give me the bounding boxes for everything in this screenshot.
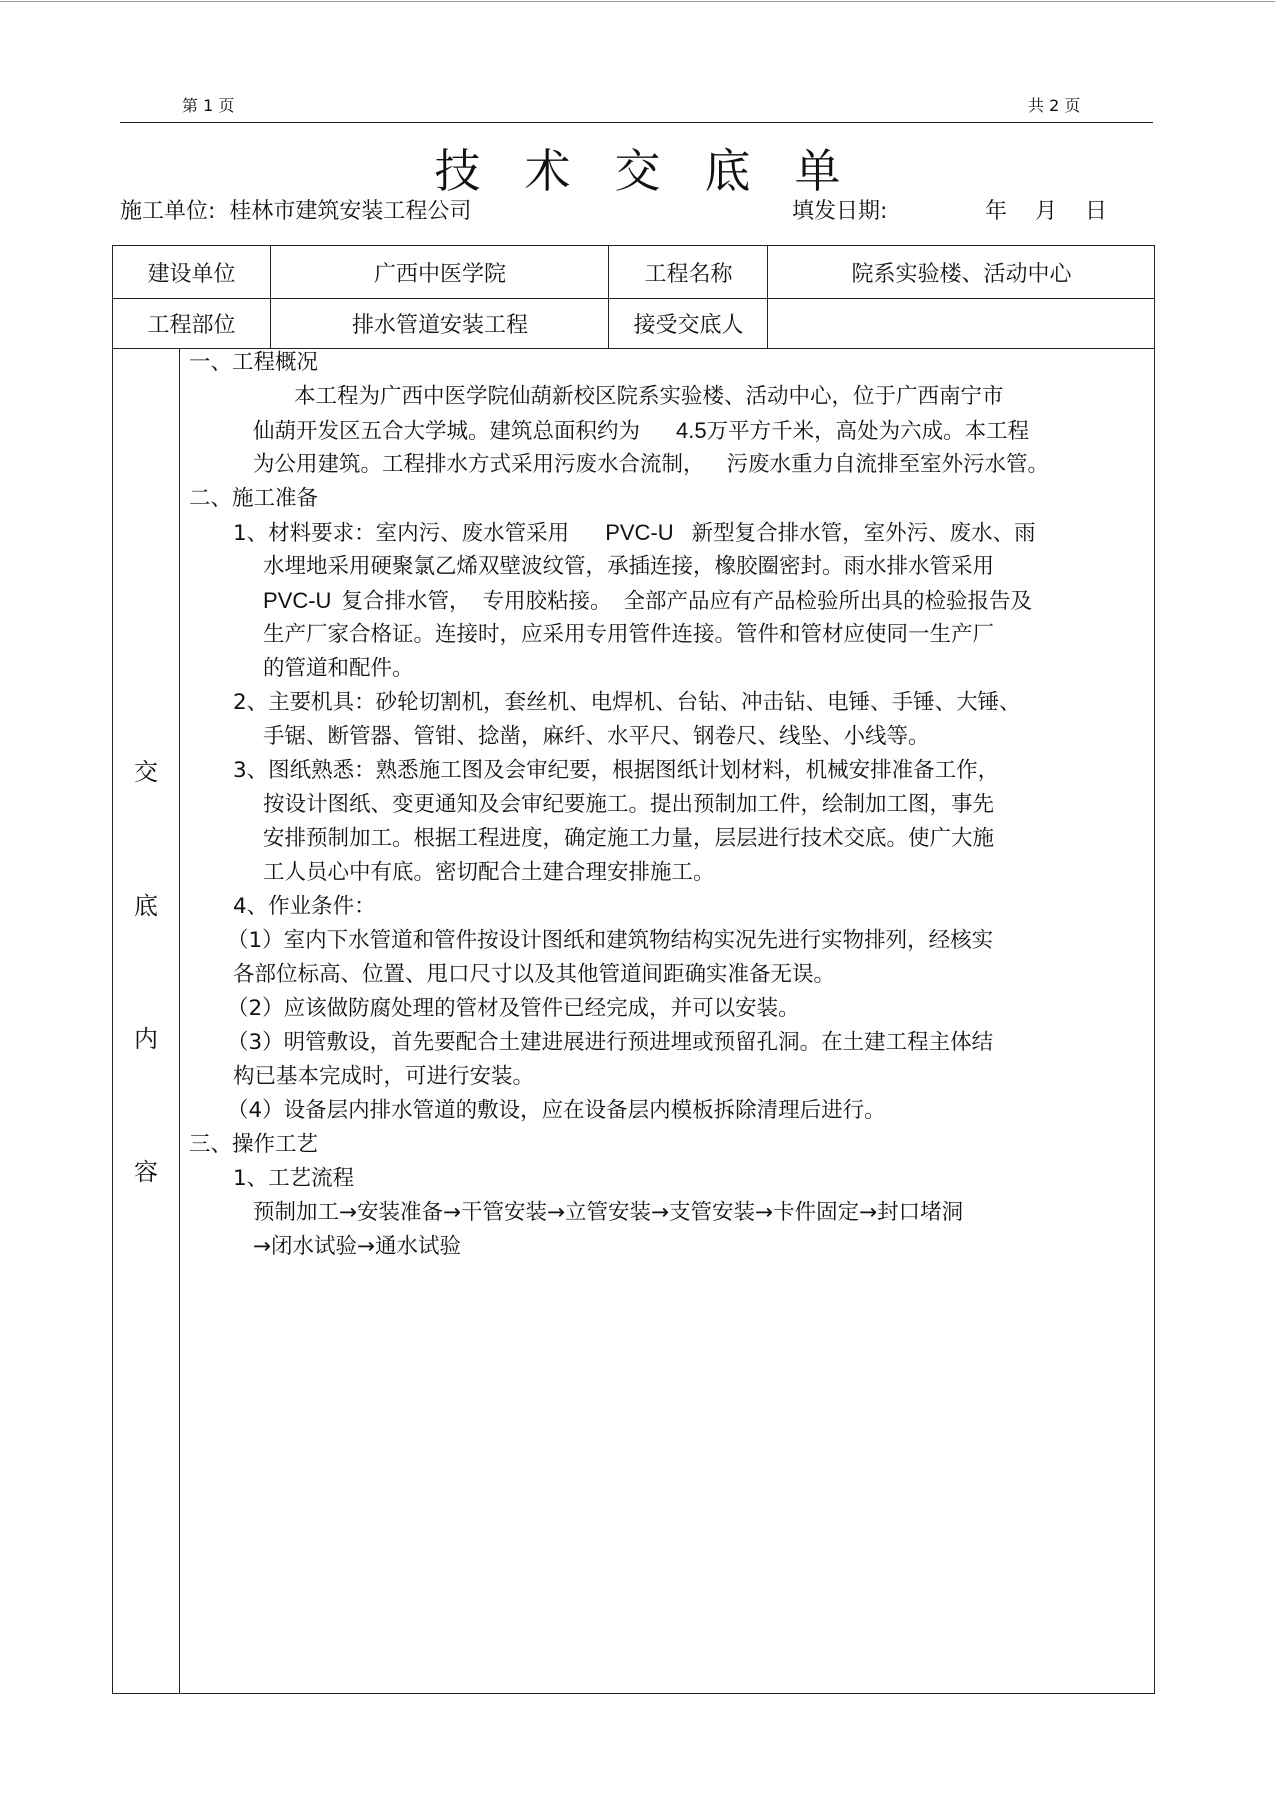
content-line: 1、材料要求：室内污、废水管采用 PVC-U 新型复合排水管，室外污、废水、雨 (233, 520, 1036, 546)
document-title: 技术交底单 (434, 144, 885, 198)
side-label-char: 交 (134, 758, 158, 786)
content-line: 按设计图纸、变更通知及会审纪要施工。提出预制加工件，绘制加工图，事先 (263, 792, 995, 817)
disclosure-form-table (112, 245, 1155, 1694)
content-line: 1、工艺流程 (233, 1166, 355, 1191)
content-line: 构已基本完成时，可进行安装。 (233, 1064, 535, 1089)
page-number-total: 共 2 页 (1028, 96, 1081, 115)
disclosure-content (179, 348, 1154, 1693)
content-line: （3）明管敷设，首先要配合土建进展进行预进埋或预留孔洞。在土建工程主体结 (227, 1030, 994, 1055)
label-client: 建设单位 (147, 261, 236, 287)
content-line: 本工程为广西中医学院仙葫新校区院系实验楼、活动中心，位于广西南宁市 (294, 384, 1004, 409)
section-heading: 一、工程概况 (189, 350, 319, 375)
content-line: 安排预制加工。根据工程进度，确定施工力量，层层进行技术交底。使广大施 (263, 826, 995, 851)
issue-date-value: 年 月 日 (985, 199, 1107, 224)
page-top-border (0, 1, 1275, 2)
construction-unit (120, 194, 471, 225)
side-label-char: 内 (134, 1025, 158, 1053)
label-project-part: 工程部位 (147, 312, 236, 338)
side-label-char: 容 (134, 1158, 158, 1186)
content-line: （1）室内下水管道和管件按设计图纸和建筑物结构实况先进行实物排列，经核实 (227, 928, 994, 953)
content-line: 各部位标高、位置、甩口尺寸以及其他管道间距确实准备无误。 (233, 962, 836, 987)
header-divider (120, 122, 1153, 123)
issue-date-label: 填发日期: (792, 199, 888, 224)
label-recipient: 接受交底人 (608, 298, 768, 348)
label-project-name: 工程名称 (608, 246, 768, 298)
section-heading: 二、施工准备 (189, 486, 319, 511)
construction-unit-value: 桂林市建筑安装工程公司 (229, 199, 472, 224)
value-project-name: 院系实验楼、活动中心 (767, 246, 1155, 298)
content-line: 水埋地采用硬聚氯乙烯双壁波纹管，承插连接，橡胶圈密封。雨水排水管采用 (263, 554, 995, 579)
table-row (113, 298, 1154, 349)
content-line: （4）设备层内排水管道的敷设，应在设备层内模板拆除清理后进行。 (227, 1098, 886, 1123)
content-line: 仙葫开发区五合大学城。建筑总面积约为 4.5万平方千米，高处为六成。本工程 (253, 418, 1030, 444)
content-line: 预制加工→安装准备→干管安装→立管安装→支管安装→卡件固定→封口堵洞 (253, 1200, 964, 1225)
side-label-char: 底 (134, 892, 158, 920)
disclosure-content-label (113, 348, 180, 1693)
content-line: 为公用建筑。工程排水方式采用污废水合流制， 污废水重力自流排至室外污水管。 (253, 452, 1050, 477)
content-line: 工人员心中有底。密切配合土建合理安排施工。 (263, 860, 715, 885)
content-line: 手锯、断管器、管钳、捻凿，麻纤、水平尺、钢卷尺、线坠、小线等。 (263, 724, 930, 749)
content-line: 的管道和配件。 (263, 656, 414, 681)
content-line: 4、作业条件： (233, 894, 376, 919)
page-number-current: 第 1 页 (182, 96, 235, 115)
table-row (113, 246, 1154, 299)
content-line: （2）应该做防腐处理的管材及管件已经完成，并可以安装。 (227, 996, 800, 1021)
construction-unit-label: 施工单位: (120, 199, 216, 224)
content-line: 2、主要机具：砂轮切割机，套丝机、电焊机、台钻、冲击钻、电锤、手锤、大锤、 (233, 690, 1021, 715)
content-line: 生产厂家合格证。连接时，应采用专用管件连接。管件和管材应使同一生产厂 (263, 622, 995, 647)
value-client: 广西中医学院 (270, 246, 609, 298)
section-heading: 三、操作工艺 (189, 1132, 319, 1157)
value-project-part: 排水管道安装工程 (270, 298, 609, 348)
value-recipient (767, 298, 1155, 348)
content-line: PVC-U 复合排水管， 专用胶粘接。 全部产品应有产品检验所出具的检验报告及 (263, 588, 1032, 614)
content-line: →闭水试验→通水试验 (253, 1234, 462, 1259)
content-line: 3、图纸熟悉：熟悉施工图及会审纪要，根据图纸计划材料，机械安排准备工作， (233, 758, 1000, 783)
